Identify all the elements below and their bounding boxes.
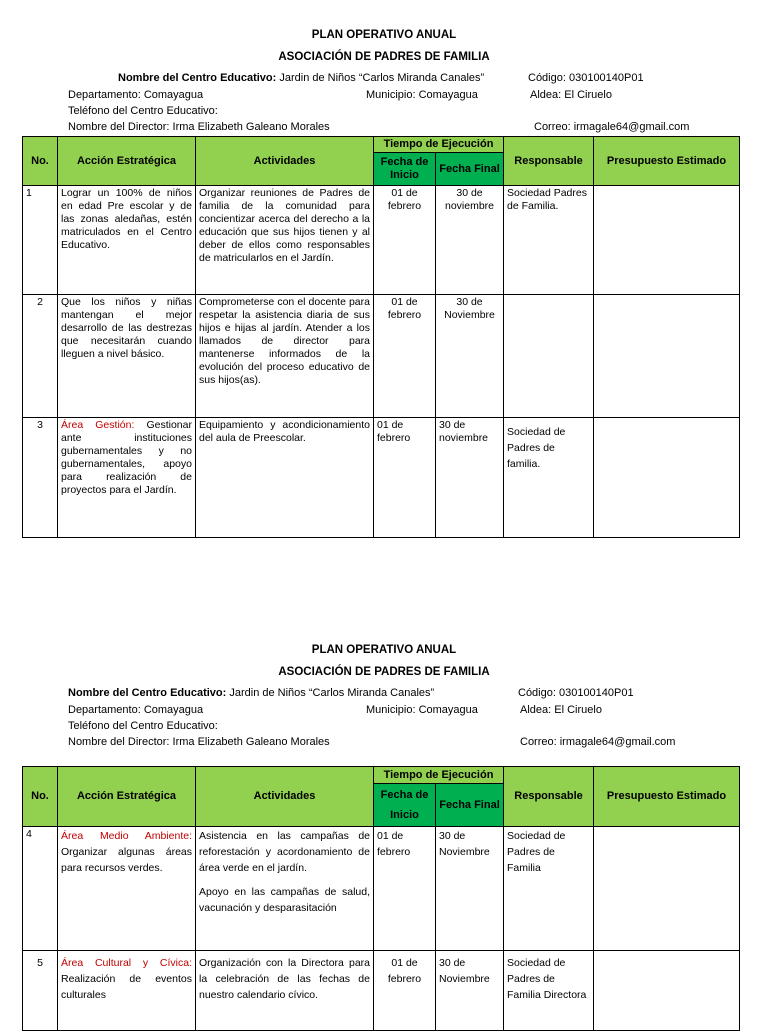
- school-line: [118, 72, 484, 84]
- doc-title: PLAN OPERATIVO ANUAL: [311, 29, 457, 41]
- action-text: Gestionar ante instituciones gubernamentales y no gubernamentales, apoyo para realización de proyectos para el Jardín.: [61, 419, 192, 496]
- row-no: 4: [23, 827, 58, 951]
- department-2: Departamento: Comayagua: [68, 704, 204, 716]
- row-activities: [196, 827, 374, 951]
- municipality-2: Municipio: Comayagua: [366, 704, 478, 716]
- row-responsible: Sociedad de Padres de familia.: [504, 418, 594, 538]
- row-action: [58, 418, 196, 538]
- action-area-label: Área Cultural y Cívica:: [61, 957, 192, 969]
- header-time: Tiempo de Ejecución: [374, 137, 504, 153]
- doc-subtitle-2: ASOCIACIÓN DE PADRES DE FAMILIA: [278, 666, 490, 678]
- row-budget: [594, 295, 740, 418]
- header-responsible: Responsable: [504, 767, 594, 827]
- code-2: Código: 030100140P01: [518, 687, 634, 699]
- email-2: Correo: irmagale64@gmail.com: [520, 736, 676, 748]
- header-action: Acción Estratégica: [58, 767, 196, 827]
- director: Nombre del Director: Irma Elizabeth Galeano Morales: [68, 121, 330, 133]
- table-row: [23, 418, 740, 538]
- row-action: Lograr un 100% de niños en edad Pre escolar y de las zonas aledañas, estén matriculados en el Centro Educativo.: [58, 186, 196, 295]
- header-responsible: Responsable: [504, 137, 594, 186]
- action-text: Organizar algunas áreas para recursos verdes.: [61, 846, 192, 874]
- row-action: [58, 827, 196, 951]
- department: Departamento: Comayagua: [68, 89, 204, 101]
- school-name: Jardin de Niños “Carlos Miranda Canales”: [229, 687, 435, 699]
- table-row: [23, 951, 740, 1031]
- school-name: Jardin de Niños “Carlos Miranda Canales”: [279, 72, 485, 84]
- row-no: 5: [23, 951, 58, 1031]
- action-text: Realización de eventos culturales: [61, 973, 192, 1001]
- row-start: 01 de febrero: [374, 186, 436, 295]
- header-activities: Actividades: [196, 137, 374, 186]
- row-no: 1: [23, 186, 58, 295]
- row-activities: Organización con la Directora para la celebración de las fechas de nuestro calendario cívico.: [196, 951, 374, 1031]
- row-start: 01 de febrero: [374, 951, 436, 1031]
- code: Código: 030100140P01: [528, 72, 644, 84]
- director-2: Nombre del Director: Irma Elizabeth Galeano Morales: [68, 736, 330, 748]
- row-activities: Organizar reuniones de Padres de familia de la comunidad para concientizar acerca del derecho a la educación que sus hijos tienen y al deber de ellos como responsables de matricularlos en el Jardín.: [196, 186, 374, 295]
- row-no: 2: [23, 295, 58, 418]
- table-row: [23, 186, 740, 295]
- row-action: [58, 951, 196, 1031]
- header-end: Fecha Final: [436, 784, 504, 827]
- activity-text: Asistencia en las campañas de reforestación y acordonamiento de área verde en el jardín.: [199, 830, 370, 874]
- header-end: Fecha Final: [436, 153, 504, 186]
- village-2: Aldea: El Ciruelo: [520, 704, 602, 716]
- email: Correo: irmagale64@gmail.com: [534, 121, 690, 133]
- row-end: 30 de noviembre: [436, 186, 504, 295]
- row-activities: Comprometerse con el docente para respetar la asistencia diaria de sus hijos e hijas al jardín. Atender a los llamados de director para mantenerse informados de la evolución del proceso educativo de sus hijos(as).: [196, 295, 374, 418]
- school-label: Nombre del Centro Educativo:: [118, 72, 277, 84]
- table-row: [23, 295, 740, 418]
- school-line-2: [68, 687, 434, 699]
- header-start: Fecha de Inicio: [374, 153, 436, 186]
- phone: Teléfono del Centro Educativo:: [68, 105, 218, 117]
- village: Aldea: El Ciruelo: [530, 89, 612, 101]
- header-activities: Actividades: [196, 767, 374, 827]
- activity-text-2: Apoyo en las campañas de salud, vacunación y desparasitación: [199, 886, 370, 914]
- row-budget: [594, 951, 740, 1031]
- plan-table-2: [22, 766, 740, 1031]
- phone-2: Teléfono del Centro Educativo:: [68, 720, 218, 732]
- header-time: Tiempo de Ejecución: [374, 767, 504, 784]
- header-budget: Presupuesto Estimado: [594, 767, 740, 827]
- row-responsible: Sociedad Padres de Familia.: [504, 186, 594, 295]
- row-end: 30 de Noviembre: [436, 827, 504, 951]
- row-action: Que los niños y niñas mantengan el mejor desarrollo de las destrezas que necesitarán cuando lleguen a nivel básico.: [58, 295, 196, 418]
- row-responsible: Sociedad de Padres de Familia: [504, 827, 594, 951]
- header-start: Fecha de Inicio: [374, 784, 436, 827]
- header-action: Acción Estratégica: [58, 137, 196, 186]
- row-start: 01 de febrero: [374, 418, 436, 538]
- row-responsible: [504, 295, 594, 418]
- doc-subtitle: ASOCIACIÓN DE PADRES DE FAMILIA: [278, 51, 490, 63]
- row-no: 3: [23, 418, 58, 538]
- row-budget: [594, 418, 740, 538]
- row-end: 30 de noviembre: [436, 418, 504, 538]
- plan-table-1: [22, 136, 740, 538]
- action-area-label: Área Medio Ambiente:: [61, 830, 192, 842]
- header-no: No.: [23, 767, 58, 827]
- doc-title-2: PLAN OPERATIVO ANUAL: [311, 644, 457, 656]
- row-start: 01 de febrero: [374, 295, 436, 418]
- header-budget: Presupuesto Estimado: [594, 137, 740, 186]
- row-activities: Equipamiento y acondicionamiento del aula de Preescolar.: [196, 418, 374, 538]
- row-start: 01 de febrero: [374, 827, 436, 951]
- row-end: 30 de Noviembre: [436, 295, 504, 418]
- row-end: 30 de Noviembre: [436, 951, 504, 1031]
- row-responsible: Sociedad de Padres de Familia Directora: [504, 951, 594, 1031]
- row-budget: [594, 186, 740, 295]
- header-no: No.: [23, 137, 58, 186]
- school-label: Nombre del Centro Educativo:: [68, 687, 227, 699]
- action-area-label: Área Gestión:: [61, 419, 135, 431]
- municipality: Municipio: Comayagua: [366, 89, 478, 101]
- table-row: [23, 827, 740, 951]
- row-budget: [594, 827, 740, 951]
